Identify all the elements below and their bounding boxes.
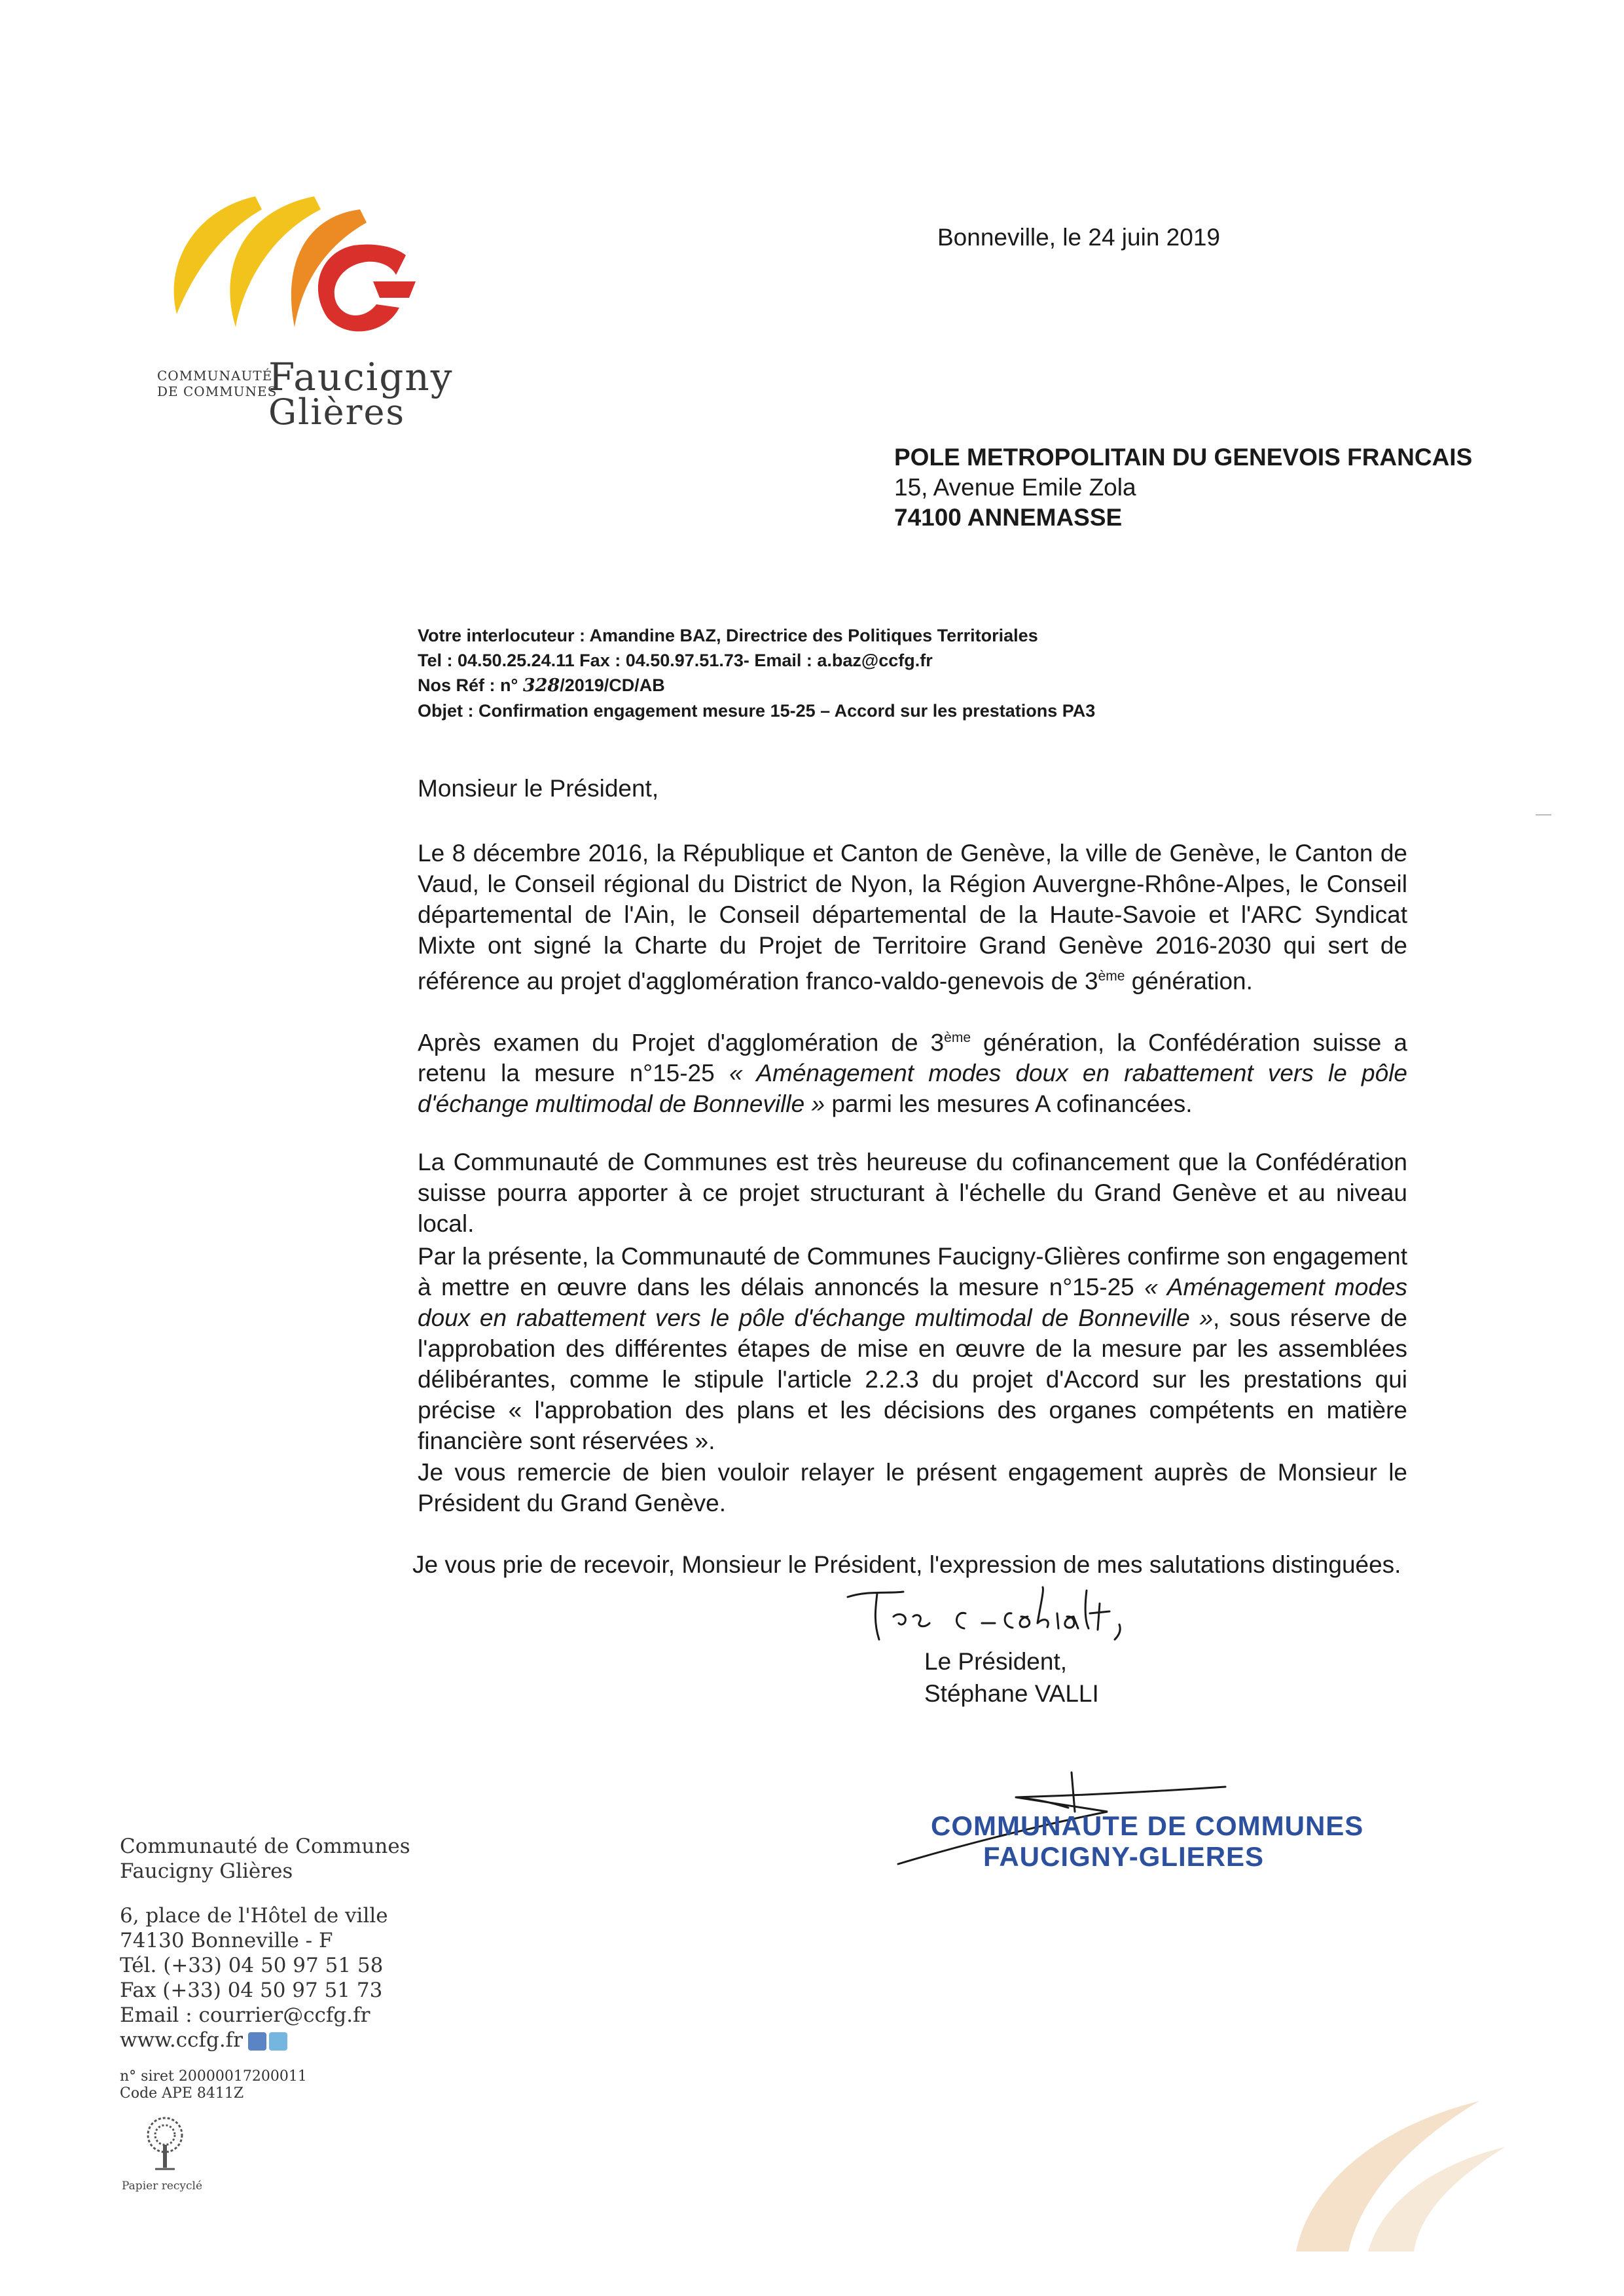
recipient-name: POLE METROPOLITAIN DU GENEVOIS FRANCAIS: [894, 444, 1473, 471]
recipient-city: 74100 ANNEMASSE: [894, 504, 1123, 531]
logo-name-glieres: Glières: [268, 391, 406, 433]
letter-references: [418, 623, 1095, 723]
ref-prefix: Nos Réf : n°: [418, 675, 518, 695]
ref-number: 328: [522, 675, 560, 696]
ref-subject: Objet : Confirmation engagement mesure 15-25 – Accord sur les prestations PA3: [418, 701, 1096, 721]
paragraph-4-text-b: , sous réserve de l'approbation des différentes étapes de mise en œuvre de la mesure par les assemblées délibérantes, comme le stipule l'article 2.2.3 du projet d'Accord sur les prestations qui précise « l'approbation des plans et les décisions des organes compétents en matière financière sont réservées ».: [418, 1304, 1407, 1454]
official-stamp: [885, 1766, 1364, 1897]
footer-org-1: Communauté de Communes: [120, 1835, 410, 1858]
recipient-address: [894, 442, 1472, 533]
paragraph-5: [418, 1457, 1407, 1518]
paragraph-1-text-b: génération.: [1125, 967, 1253, 995]
paragraph-1: [418, 838, 1407, 996]
footer-org-2: Faucigny Glières: [120, 1859, 293, 1883]
footer-address-2: 74130 Bonneville - F: [120, 1929, 333, 1952]
paragraph-2-measure-title: « Aménagement modes doux en rabattement vers le pôle d'échange multimodal de Bonneville »: [418, 1060, 1407, 1118]
paragraph-4-text-a: Par la présente, la Communauté de Communes Faucigny-Glières confirme son engagement à mettre en œuvre dans les délais annoncés la mesure n°15-25: [418, 1243, 1407, 1300]
paragraph-4: [418, 1241, 1407, 1456]
paragraph-1-text-a: Le 8 décembre 2016, la République et Canton de Genève, la ville de Genève, le Canton de Vaud, le Conseil régional du District de Nyon, la Région Auvergne-Rhône-Alpes, le Conseil départemental de l'Ain, le Conseil départemental de la Haute-Savoie et l'ARC Syndicat Mixte ont signé la Charte du Projet de Territoire Grand Genève 2016-2030 qui sert de référence au projet d'agglomération franco-valdo-genevois de 3: [418, 840, 1407, 995]
recipient-street: 15, Avenue Emile Zola: [894, 474, 1136, 501]
footer-contact: [120, 1834, 410, 2053]
handwritten-note-graphic: [841, 1577, 1195, 1649]
paragraph-2-sup: ème: [944, 1030, 971, 1045]
paragraph-3-text: La Communauté de Communes est très heureuse du cofinancement que la Confédération suisse pourra apporter à ce projet structurant à l'échelle du Grand Genève et au niveau local.: [418, 1149, 1407, 1237]
ref-contact: Votre interlocuteur : Amandine BAZ, Directrice des Politiques Territoriales: [418, 626, 1038, 645]
signatory-title: Le Président,: [924, 1648, 1068, 1675]
signatory-name: Stéphane VALLI: [924, 1680, 1099, 1707]
ref-suffix: /2019/CD/AB: [560, 675, 665, 695]
footer-siret: n° siret 20000017200011: [120, 2068, 307, 2085]
logo-name-faucigny: Faucigny: [268, 355, 454, 399]
paragraph-2-text-c: parmi les mesures A cofinancées.: [825, 1090, 1193, 1118]
signature-block: [924, 1645, 1099, 1710]
paragraph-4-measure-title: « Aménagement modes doux en rabattement vers le pôle d'échange multimodal de Bonneville »: [418, 1274, 1407, 1331]
ref-phone-fax-email: Tel : 04.50.25.24.11 Fax : 04.50.97.51.73- Email : a.baz@ccfg.fr: [418, 651, 933, 670]
paragraph-2-text-b: génération, la Confédération suisse a retenu la mesure n°15-25: [418, 1029, 1407, 1087]
paragraph-2-text-a: Après examen du Projet d'agglomération de 3: [418, 1029, 945, 1056]
ccfg-logo-mark: [157, 183, 445, 360]
recycled-tree-icon: [139, 2115, 191, 2174]
footer-web-line: [120, 2028, 410, 2053]
footer-tel: Tél. (+33) 04 50 97 51 58: [120, 1954, 384, 1977]
ref-number-line: [418, 673, 1095, 698]
paragraph-5-text: Je vous remercie de bien vouloir relayer le présent engagement auprès de Monsieur le Président du Grand Genève.: [418, 1459, 1407, 1516]
logo-line-de-communes: DE COMMUNES: [157, 384, 278, 399]
twitter-icon: [269, 2032, 287, 2051]
footer-ape: Code APE 8411Z: [120, 2085, 244, 2102]
salutation: Monsieur le Président,: [418, 775, 659, 802]
stamp-line-2: FAUCIGNY-GLIERES: [983, 1841, 1265, 1872]
stamp-line-1: COMMUNAUTE DE COMMUNES: [931, 1810, 1364, 1841]
footer-fax: Fax (+33) 04 50 97 51 73: [120, 1979, 383, 2002]
recycled-paper-label: Papier recyclé: [122, 2179, 203, 2193]
logo-line-communaute: COMMUNAUTÉ: [157, 368, 273, 384]
footer-web: www.ccfg.fr: [120, 2028, 243, 2052]
margin-mark: [1536, 814, 1551, 816]
footer-address-1: 6, place de l'Hôtel de ville: [120, 1904, 388, 1928]
handwritten-note-strokes: [841, 1577, 1195, 1649]
footer-legal: [120, 2068, 307, 2102]
ccfg-logo: [157, 183, 454, 433]
closing-formula: Je vous prie de recevoir, Monsieur le Président, l'expression de mes salutations distinguées.: [412, 1551, 1401, 1578]
logo-small-text: [157, 368, 277, 399]
paragraph-1-sup: ème: [1098, 969, 1125, 984]
decorative-swoosh: [1218, 2055, 1532, 2251]
letter-date: Bonneville, le 24 juin 2019: [937, 224, 1220, 251]
footer-email: Email : courrier@ccfg.fr: [120, 2003, 370, 2027]
paragraph-3: [418, 1147, 1407, 1239]
facebook-icon: [248, 2032, 266, 2051]
paragraph-2: [418, 1022, 1407, 1119]
